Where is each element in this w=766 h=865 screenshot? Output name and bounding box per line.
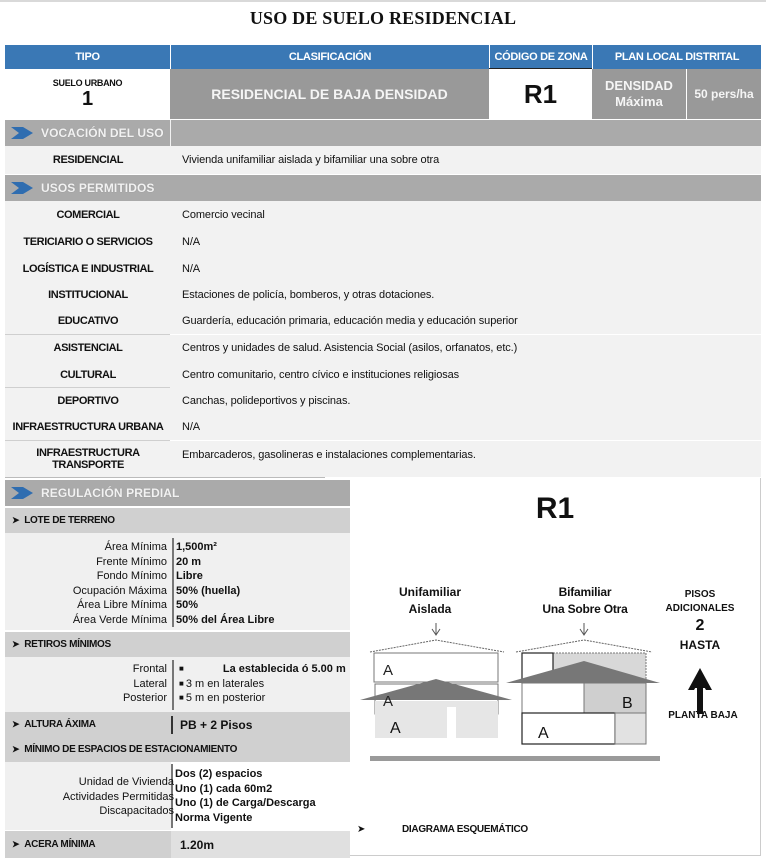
table-row	[5, 388, 761, 414]
clasificacion-text: RESIDENCIAL DE BAJA DENSIDAD	[211, 86, 448, 102]
table-row	[5, 441, 761, 477]
bullet-icon: ■	[179, 693, 184, 702]
lote-value: 20 m	[176, 555, 202, 568]
planta-baja-label: PLANTA BAJA	[668, 710, 738, 721]
table-row	[5, 255, 761, 282]
row-key-line1: INFRAESTRUCTURA	[36, 447, 140, 459]
estacionamiento-key: Unidad de Vivienda	[78, 776, 174, 788]
estacionamiento-value: Dos (2) espacios	[175, 768, 263, 780]
top-border	[0, 0, 766, 2]
estacionamiento-key: Discapacitados	[99, 805, 174, 817]
retiros-key: Lateral	[133, 677, 167, 690]
bullet-icon: ■	[179, 664, 184, 673]
row-key-line2: TRANSPORTE	[52, 459, 124, 471]
arrow-right-icon: ➤	[12, 515, 20, 525]
subsection-altura-title: ALTURA ÁXIMA	[24, 719, 96, 730]
retiros-keys	[123, 662, 167, 706]
acera-value: 1.20m	[180, 837, 215, 852]
row-value: Guardería, educación primaria, educación media y educación superior	[182, 315, 518, 327]
table-row	[5, 282, 761, 308]
section-regulacion-title: REGULACIÓN PREDIAL	[41, 486, 180, 500]
row-value: Vivienda unifamiliar aislada y bifamiliar una sobre otra	[182, 154, 440, 166]
svg-text:A: A	[390, 720, 401, 737]
codigo-zona-value	[489, 68, 592, 119]
lote-value: 50% del Área Libre	[176, 613, 275, 626]
retiros-item	[179, 691, 346, 706]
lote-block	[5, 533, 350, 630]
subsection-acera-title: ACERA MÍNIMA	[24, 839, 96, 850]
label-bifamiliar-line2: Una Sobre Otra	[542, 602, 628, 616]
building-drawing	[350, 478, 761, 856]
table-row	[5, 308, 761, 334]
chevron-right-icon	[11, 487, 33, 499]
lote-key: Área Verde Mínima	[72, 613, 167, 626]
tipo-cell	[5, 69, 170, 119]
column-header-tipo: TIPO	[5, 45, 170, 69]
estacionamiento-keys	[63, 775, 174, 819]
column-header-codigo-zona: CÓDIGO DE ZONA	[489, 45, 592, 69]
pisos-number: 2	[695, 617, 705, 634]
table-row	[5, 146, 761, 174]
bullet-icon: ■	[179, 678, 184, 688]
label-bifamiliar-line1: Bifamiliar	[558, 585, 612, 599]
divider	[172, 660, 174, 710]
lote-key: Área Libre Mínima	[77, 599, 167, 611]
pisos-label-line2: ADICIONALES	[665, 603, 735, 614]
lote-values	[176, 540, 274, 627]
retiros-key: Frontal	[132, 663, 167, 675]
column-header-clasificacion: CLASIFICACIÓN	[170, 45, 489, 69]
retiros-value: 5 m en posterior	[185, 692, 266, 704]
row-value: Estaciones de policía, bomberos, y otras dotaciones.	[182, 289, 435, 301]
subsection-retiros-title: RETIROS MÍNIMOS	[24, 639, 111, 650]
estacionamiento-key: Actividades Permitidas	[62, 790, 174, 803]
retiros-values	[179, 662, 346, 706]
svg-text:A: A	[383, 662, 394, 679]
section-regulacion	[5, 480, 350, 506]
row-value: Canchas, polideportivos y piscinas.	[182, 395, 351, 407]
row-key: RESIDENCIAL	[52, 154, 124, 166]
retiros-item	[179, 677, 346, 692]
divider	[170, 120, 171, 146]
lote-key: Área Mínima	[104, 541, 167, 553]
lote-key: Fondo Mínimo	[96, 570, 167, 582]
tipo-label: SUELO URBANO	[52, 78, 123, 88]
page-title: USO DE SUELO RESIDENCIAL	[249, 8, 517, 28]
subsection-altura	[5, 712, 350, 737]
svg-text:A: A	[538, 725, 549, 742]
retiros-item	[179, 662, 346, 677]
row-key: DEPORTIVO	[57, 395, 119, 407]
estacionamiento-values	[175, 767, 316, 825]
chevron-right-icon	[11, 182, 33, 194]
densidad-label	[592, 69, 686, 119]
row-key: INSTITUCIONAL	[48, 289, 128, 301]
retiros-block	[5, 657, 350, 712]
svg-text:B: B	[622, 695, 633, 712]
densidad-value	[686, 69, 761, 119]
row-key: EDUCATIVO	[57, 315, 119, 327]
row-value: Centros y unidades de salud. Asistencia Social (asilos, orfanatos, etc.)	[182, 342, 518, 354]
section-vocacion-title: VOCACIÓN DEL USO	[41, 126, 164, 140]
clasificacion-value	[170, 69, 489, 119]
table-row	[5, 228, 761, 255]
arrow-down-icon	[432, 623, 588, 635]
label-unifamiliar-line2: Aislada	[408, 602, 452, 616]
arrow-right-icon: ➤	[12, 719, 20, 729]
estacionamiento-value: Norma Vigente	[175, 811, 253, 824]
row-value: N/A	[182, 421, 201, 433]
section-usos-permitidos	[5, 175, 761, 201]
densidad-label-line2: Máxima	[615, 94, 663, 109]
svg-text:A: A	[383, 693, 394, 710]
table-row	[5, 361, 761, 388]
lote-value: 1,500m²	[176, 541, 217, 553]
table-row	[5, 414, 761, 440]
section-usos-permitidos-title: USOS PERMITIDOS	[41, 181, 155, 195]
estacionamiento-value: Uno (1) de Carga/Descarga	[175, 797, 316, 809]
column-header-plan-local: PLAN LOCAL DISTRITAL	[592, 45, 761, 69]
subsection-estacionamiento-title: MÍNIMO DE ESPACIOS DE ESTACIONAMIENTO	[24, 744, 238, 755]
lote-value: 50% (huella)	[176, 584, 241, 597]
row-key: ASISTENCIAL	[53, 342, 123, 354]
row-value: Embarcaderos, gasolineras e instalaciones complementarias.	[182, 449, 476, 461]
arrow-right-icon: ➤	[12, 744, 20, 754]
lote-value: 50%	[176, 599, 199, 611]
row-value: Comercio vecinal	[182, 208, 265, 221]
estacionamiento-value: Uno (1) cada 60m2	[175, 782, 273, 795]
row-value: N/A	[182, 262, 201, 275]
diagram-caption: DIAGRAMA ESQUEMÁTICO	[402, 824, 528, 835]
arrow-right-icon: ➤	[12, 639, 20, 649]
arrow-right-icon: ➤	[357, 824, 366, 835]
retiros-key: Posterior	[122, 692, 167, 704]
row-key: CULTURAL	[60, 368, 116, 381]
arrow-right-icon: ➤	[12, 839, 20, 849]
lote-key: Frente Mínimo	[96, 555, 167, 568]
row-key	[5, 447, 171, 471]
pisos-label-line1: PISOS	[684, 589, 716, 600]
row-divider	[5, 477, 325, 478]
retiros-value: 3 m en laterales	[185, 677, 265, 690]
row-value: N/A	[182, 235, 201, 248]
subsection-lote	[5, 508, 350, 533]
divider	[172, 538, 174, 627]
row-key: TERICIARIO O SERVICIOS	[23, 235, 153, 248]
subsection-lote-title: LOTE DE TERRENO	[24, 515, 115, 526]
lote-keys	[73, 540, 167, 627]
estacionamiento-block	[5, 762, 350, 830]
section-vocacion	[5, 120, 761, 146]
row-key: COMERCIAL	[56, 208, 120, 221]
tipo-value: 1	[81, 88, 94, 110]
label-unifamiliar-line1: Unifamiliar	[398, 585, 461, 599]
altura-value: PB + 2 Pisos	[180, 717, 253, 732]
densidad-value-text: 50 pers/ha	[694, 87, 754, 101]
codigo-zona-text: R1	[523, 78, 558, 109]
diagram-title: R1	[535, 492, 575, 525]
table-row	[5, 335, 761, 361]
divider	[171, 716, 173, 734]
retiros-value: La establecida ó 5.00 m	[222, 663, 346, 675]
lote-value: Libre	[176, 570, 203, 582]
hasta-label: HASTA	[679, 638, 721, 652]
schematic-diagram	[350, 478, 761, 856]
table-row	[5, 201, 761, 228]
lote-key: Ocupación Máxima	[72, 584, 167, 597]
subsection-estacionamiento	[5, 737, 350, 762]
chevron-right-icon	[11, 127, 33, 139]
row-key: INFRAESTRUCTURA URBANA	[12, 421, 164, 433]
densidad-label-line1: DENSIDAD	[605, 78, 673, 93]
arrow-up-icon	[688, 668, 712, 714]
subsection-acera	[5, 831, 350, 858]
row-key: LOGÍSTICA E INDUSTRIAL	[22, 262, 154, 275]
subsection-retiros	[5, 632, 350, 657]
row-value: Centro comunitario, centro cívico e instituciones religiosas	[182, 368, 460, 381]
